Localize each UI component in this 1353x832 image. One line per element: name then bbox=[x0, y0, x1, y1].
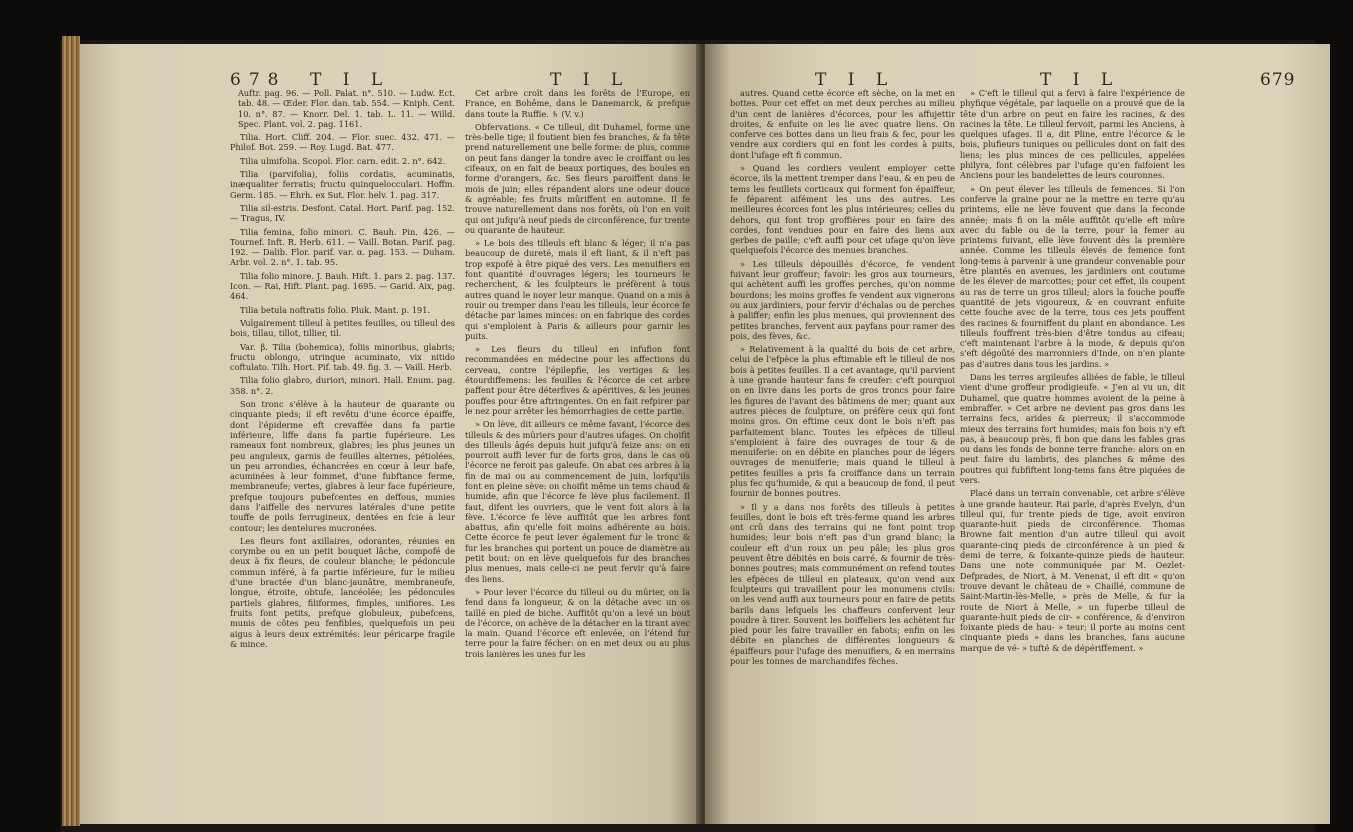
paragraph: autres. Quand cette écorce eft sèche, on la met en bottes. Pour cet effet on met deux perches au milieu d'un cent de lanières d'écorces, pour les affujettir droites, & enfuite on les lie avec quatre liens. On conferve ces bottes dans un lieu frais & fec, pour les vendre aux cordiers qui en font les cordes à puits, dont l'ufage eft fi commun. bbox=[730, 88, 955, 160]
left-page-column-2 bbox=[465, 88, 690, 662]
paragraph: » Relativement à la qualité du bois de cet arbre, celui de l'efpèce la plus eftimable eft le tilleul de nos bois à petites feuilles. Il a cet avantage, qu'il parvient à une grande hauteur fans fe creufer: c'eft pourquoi on en livre dans les ports de gros troncs pour faire les figures de l'avant des bâtimens de mer; quant aux autres pièces de fculpture, on préfère ceux qui font moins gros. On eftime ceux dont le bois n'eft pas parfaitement blanc. Toutes les efpèces de tilleul s'emploient à faire des ouvrages de tour & de menuiferie: on en débite en planches pour de légers ouvrages de menuiferie; mais quand le tilleul à petites feuilles a pris fa croiffance dans un terrain plus fec qu'humide, & qui a beaucoup de fond, il peut fournir de bonnes poutres. bbox=[730, 344, 955, 499]
paragraph: Dans les terres argileufes alliées de fable, le tilleul vient d'une groffeur prodigieufe. « J'en ai vu un, dit Duhamel, que quatre hommes avoient de la peine à embraffer. » Cet arbre ne devient pas gros dans les terrains fecs, arides & pierreux; il s'accommode mieux des terrains fort humides; mais fon bois n'y eft pas, à beaucoup près, fi bon que dans les fables gras ou dans les fonds de bonne terre franche: alors on en peut faire du lambris, des planches & même des poutres qui fubfiftent long-tems fans être piquées de vers. bbox=[960, 372, 1185, 485]
right-page bbox=[705, 44, 1330, 824]
paragraph: Son tronc s'élève à la hauteur de quarante ou cinquante pieds; il eft revêtu d'une écorce épaiffe, dont l'épiderme eft crevaffée dans fa partie inférieure, liffe dans fa partie fupérieure. Les rameaux font nombreux, glabres; les plus jeunes un peu anguleux, garnis de feuilles alternes, pétiolées, un peu arrondies, échancrées en cœur à leur bafe, acuminées à leur fommet, d'une fubftance ferme, membraneufe; vertes, glabres à leur face fupérieure, prefque toujours pubefcentes en deffous, munies dans l'aiffelle des nervures latérales d'une petite touffe de poils ferrugineux, dentées en fcie à leur contour; les dentelures mucronées. bbox=[230, 399, 455, 533]
paragraph: » Le bois des tilleuls eft blanc & léger; il n'a pas beaucoup de dureté, mais il eft liant, & il n'eft pas trop expofé à être piqué des vers. Les menuifiers en font quantité d'ouvrages légers; les tourneurs le recherchent, & les fculpteurs le préfèrent à tous autres quand le noyer leur manque. Quand on a mis à rouir ou tremper dans l'eau les tilleuls, leur écorce fe détache par lames minces: on en fabrique des cordes qui s'emploient à Paris & ailleurs pour garnir les puits. bbox=[465, 238, 690, 341]
paragraph: » On lève, dit ailleurs ce même favant, l'écorce des tilleuls & des mûriers pour d'autres ufages. On choifit des tilleuls âgés depuis huit jufqu'à feize ans: on en pourroit auffi lever fur de forts gros, dans le cas où l'écorce ne feroit pas galeufe. On abat ces arbres à la fin de mai ou au commencement de juin, lorfqu'ils font en pleine sève: on choifit même un tems chaud & humide, afin que l'écorce fe lève plus facilement. Il faut, difent les ouvriers, que le vent foit alors à la fève. L'écorce fe lève auffitôt que les arbres font abattus, afin qu'elle foit moins adhérente au bois. Cette écorce fe peut lever également fur le tronc & fur les branches qui portent un pouce de diamètre au petit bout: on en lève quelquefois fur des branches plus menues, mais celle-ci ne peut fervir qu'à faire des liens. bbox=[465, 419, 690, 584]
paragraph: Les fleurs font axillaires, odorantes, réunies en corymbe ou en un petit bouquet lâche, compofé de deux à fix fleurs, de couleur blanche; le pédoncule commun inféré, à fa partie inférieure, fur le milieu d'une bractée d'un blanc-jaunâtre, membraneufe, longue, étroite, obtufe, lancéolée; les pédoncules partiels glabres, filiformes, fimples, unifiores. Les fruits font petits, prefque globuleux, pubefcens, munis de côtes peu fenfibles, quelquefois un peu aigus à leurs deux extrémités: leur péricarpe fragile & mince. bbox=[230, 535, 455, 649]
paragraph: » Les fleurs du tilleul en infufion font recommandées en médecine pour les affections du cerveau, contre l'épilepfie, les vertiges & les étourdiffemens: les feuilles & l'écorce de cet arbre paffent pour être déterfives & apéritives, & les jeunes pouffes pour être aftringentes. On en fait refpirer par le nez pour arrêter les hémorrhagies de cette partie. bbox=[465, 344, 690, 416]
paragraph: Tilia ulmifolia. Scopol. Flor. carn. edit. 2. n°. 642. bbox=[240, 155, 446, 166]
paragraph: Tilia (parvifolia), foliis cordatis, acuminatis, inæqualiter ferratis; fructu quinquelocculari. Hoffm. Germ. 185. — Ehrh. ex Sut. Flor. helv. 1. pag. 317. bbox=[230, 169, 455, 200]
paragraph: Tilia femina, folio minori. C. Bauh. Pin. 426. — Tournef. Inft. R. Herb. 611. — Vaill. Botan. Parif. pag. 192. — Dalib. Flor. parif. var. α. pag. 153. — Duham. Arbr. vol. 2. n°. 1. tab. 95. bbox=[230, 226, 455, 268]
paragraph: Vulgairement tilleul à petites feuilles, ou tilleul des bois, tillau, tillot, tillier, til. bbox=[230, 317, 455, 339]
paragraph: » C'eft le tilleul qui a fervi à faire l'expérience de phyfique végétale, par laquelle on a prouvé que de la tête d'un arbre on peut en faire les racines, & des racines la tête. Le tilleul fervoit, parmi les Anciens, à quelques ufages. Il a, dit Pline, entre l'écorce & le bois, plufieurs tuniques ou pellicules dont on fait des liens; les plus minces de ces pellicules, appelées philyra, font célèbres par l'ufage qu'en faifoient les Anciens pour les bandelettes de leurs couronnes. bbox=[960, 88, 1185, 181]
paragraph: » Pour lever l'écorce du tilleul ou du mûrier, on la fend dans fa longueur, & on la détache avec un os taillé en pied de biche. Auffitôt qu'on a levé un bout de l'écorce, on achève de la détacher en la tirant avec la main. Quand l'écorce eft enlevée, on l'étend fur terre pour la faire fécher: on en met deux ou au plus trois lanières les unes fur les bbox=[465, 586, 690, 659]
left-page-column-1 bbox=[230, 88, 455, 652]
running-head-column-2: T I L bbox=[1040, 70, 1121, 90]
paragraph: Tilia betula noftratis folio. Pluk. Mant. p. 191. bbox=[240, 304, 431, 315]
running-head: T I L bbox=[310, 70, 391, 90]
paragraph: » Il y a dans nos forêts des tilleuls à petites feuilles, dont le bois eft très-ferme quand les arbres ont crû dans des terrains qui ne font point trop humides; leur bois n'eft pas d'un grand blanc; la couleur eft d'un roux un peu pâle; les plus gros peuvent être débités en bois carré, & fournir de très-bonnes poutres; mais communément on refend toutes les efpèces de tilleul en plateaux, qu'on vend aux fculpteurs qui travaillent pour les monumens civils: on les vend auffi aux tourneurs pour en faire de petits barils dans lefquels les chaffeurs confervent leur poudre à tirer. Souvent les boiffeliers les achètent fur pied pour les faire travailler en fabots; enfin on les débite en planches de différentes longueurs & épaiffeurs pour l'ufage des menuifiers, & en merrains pour les tonnes de marchandifes fèches. bbox=[730, 501, 955, 667]
paragraph: Auftr. pag. 96. — Poll. Palat. n°. 510. — Ludw. Ect. tab. 48. — Œder. Flor. dan. tab. 554. — Kniph. Cent. 10. n°. 87. — Knorr. Del. 1. tab. L. 11. — Willd. Spec. Plant. vol. 2. pag. 1161. bbox=[238, 88, 455, 129]
paragraph: Cet arbre croît dans les forêts de l'Europe, en France, en Bohême, dans le Danemarck, & prefque dans toute la Ruffie. ♄ (V. v.) bbox=[465, 88, 690, 119]
running-head: T I L bbox=[815, 70, 896, 90]
paragraph: Placé dans un terrain convenable, cet arbre s'élève à une grande hauteur. Rai parle, d'après Evelyn, d'un tilleul qui, fur trente pieds de tige, avoit environ quarante-huit pieds de circonférence. Thomas Browne fait mention d'un autre tilleul qui avoit quarante-cinq pieds de circonférence à un pied & demi de terre, & foixante-quinze pieds de hauteur. Dans une note communiquée par M. Oezlet-Defprades, de Niort, à M. Venenat, il eft dit « qu'on trouve devant le château de » Chaillé, commune de Saint-Martin-lès-Melle, » près de Melle, & fur la route de Niort à Melle, » un fuperbe tilleul de quarante-huit pieds de cir- » conférence, & d'environ foixante pieds de hau- » teur; il porte au moins cent cinquante pieds » dans les branches, fans aucune marque de vé- » tufté & de dépériffement. » bbox=[960, 488, 1185, 653]
right-page-column-2 bbox=[960, 88, 1185, 656]
paragraph: Tilia sil-estris. Desfont. Catal. Hort. Parif. pag. 152. — Tragus, IV. bbox=[230, 202, 455, 224]
page-edges bbox=[62, 36, 80, 826]
paragraph: Var. β. Tilia (bohemica), foliis minoribus, glabris; fructu oblongo, utrinque acuminato, vix nitido coftulato. Tilh. Hort. Pif. tab. 49. fig. 3. — Vaill. Herb. bbox=[230, 341, 455, 373]
paragraph: » Quand les cordiers veulent employer cette écorce, ils la mettent tremper dans l'eau, & en peu de tems les feuillets corticaux qui forment fon épaiffeur, fe féparent aifément les uns des autres. Les meilleures écorces font les plus intérieures; celles du dehors, qui font trop groffières pour en faire des cordes, font vendues pour en faire des liens aux gerbes de paille; c'eft auffi pour cet ufage qu'on lève quelquefois l'écorce des menues branches. bbox=[730, 163, 955, 256]
paragraph: Tilia folio glabro, duriori, minori. Hall. Enum. pag. 358. n°. 2. bbox=[230, 375, 455, 396]
right-page-column-1 bbox=[730, 88, 955, 669]
page-number: 678 bbox=[230, 70, 287, 90]
paragraph: » Les tilleuls dépouillés d'écorce, fe vendent fuivant leur groffeur; favoir: les gros aux tourneurs, qui achètent auffi les groffes perches, qu'on nomme bourdons; les moins groffes fe vendent aux vignerons ou aux jardiniers, pour fervir d'échalas ou de perches à paliffer; enfin les plus menues, qui proviennent des petites branches, fervent aux payfans pour ramer des pois, des fèves, &c. bbox=[730, 258, 955, 341]
running-head-column-2: T I L bbox=[550, 70, 631, 90]
left-page bbox=[80, 44, 700, 824]
paragraph: Obfervations. « Ce tilleul, dit Duhamel, forme une très-belle tige; il foutient bien fes branches, & fa tête prend naturellement une belle forme: de plus, comme on peut fans danger la tondre avec le croiffant ou les cifeaux, on en fait de beaux portiques, des boules en forme d'orangers, &c. Ses fleurs paroiffent dans le mois de juin; elles répandent alors une odeur douce & agréable; fes fruits mûriffent en automne. Il fe trouve naturellement dans nos forêts, où l'on en voit qui ont jufqu'à neuf pieds de circonférence, fur trente ou quarante de hauteur. bbox=[465, 121, 690, 235]
paragraph: » On peut élever les tilleuls de femences. Si l'on conferve la graine pour ne la mettre en terre qu'au printems, elle ne lève fouvent que dans la feconde année; mais fi on la mêle auffitôt qu'elle eft mûre avec du fable ou de la terre, pour la femer au printems fuivant, elle lève fouvent dès la première année. Comme les tilleuls élevés de femence font long-tems à parvenir à une grandeur convenable pour être plantés en avenues, les jardiniers ont coutume de les élever de marcottes; pour cet effet, ils coupent au ras de terre un gros tilleul; alors la fouche pouffe quantité de jets vigoureux, & en couvrant enfuite cette fouche avec de la terre, tous ces jets pouffent des racines & fourniffent du plant en abondance. Les tilleuls fouffrent très-bien d'être tondus au cifeau; c'eft maintenant l'arbre à la mode, & depuis qu'on s'eft dégoûté des marronniers d'Inde, on n'en plante pas d'autres dans tous les jardins. » bbox=[960, 183, 1185, 369]
paragraph: Tilia. Hort. Cliff. 204. — Flor. suec. 432. 471. — Philof. Bot. 259. — Roy. Lugd. Bat. 477. bbox=[230, 132, 455, 153]
paragraph: Tilia folio minore. J. Bauh. Hift. 1. pars 2. pag. 137. Icon. — Rai, Hift. Plant. pag. 1695. — Garid. Aix, pag. 464. bbox=[230, 270, 455, 302]
page-number: 679 bbox=[1260, 70, 1296, 90]
